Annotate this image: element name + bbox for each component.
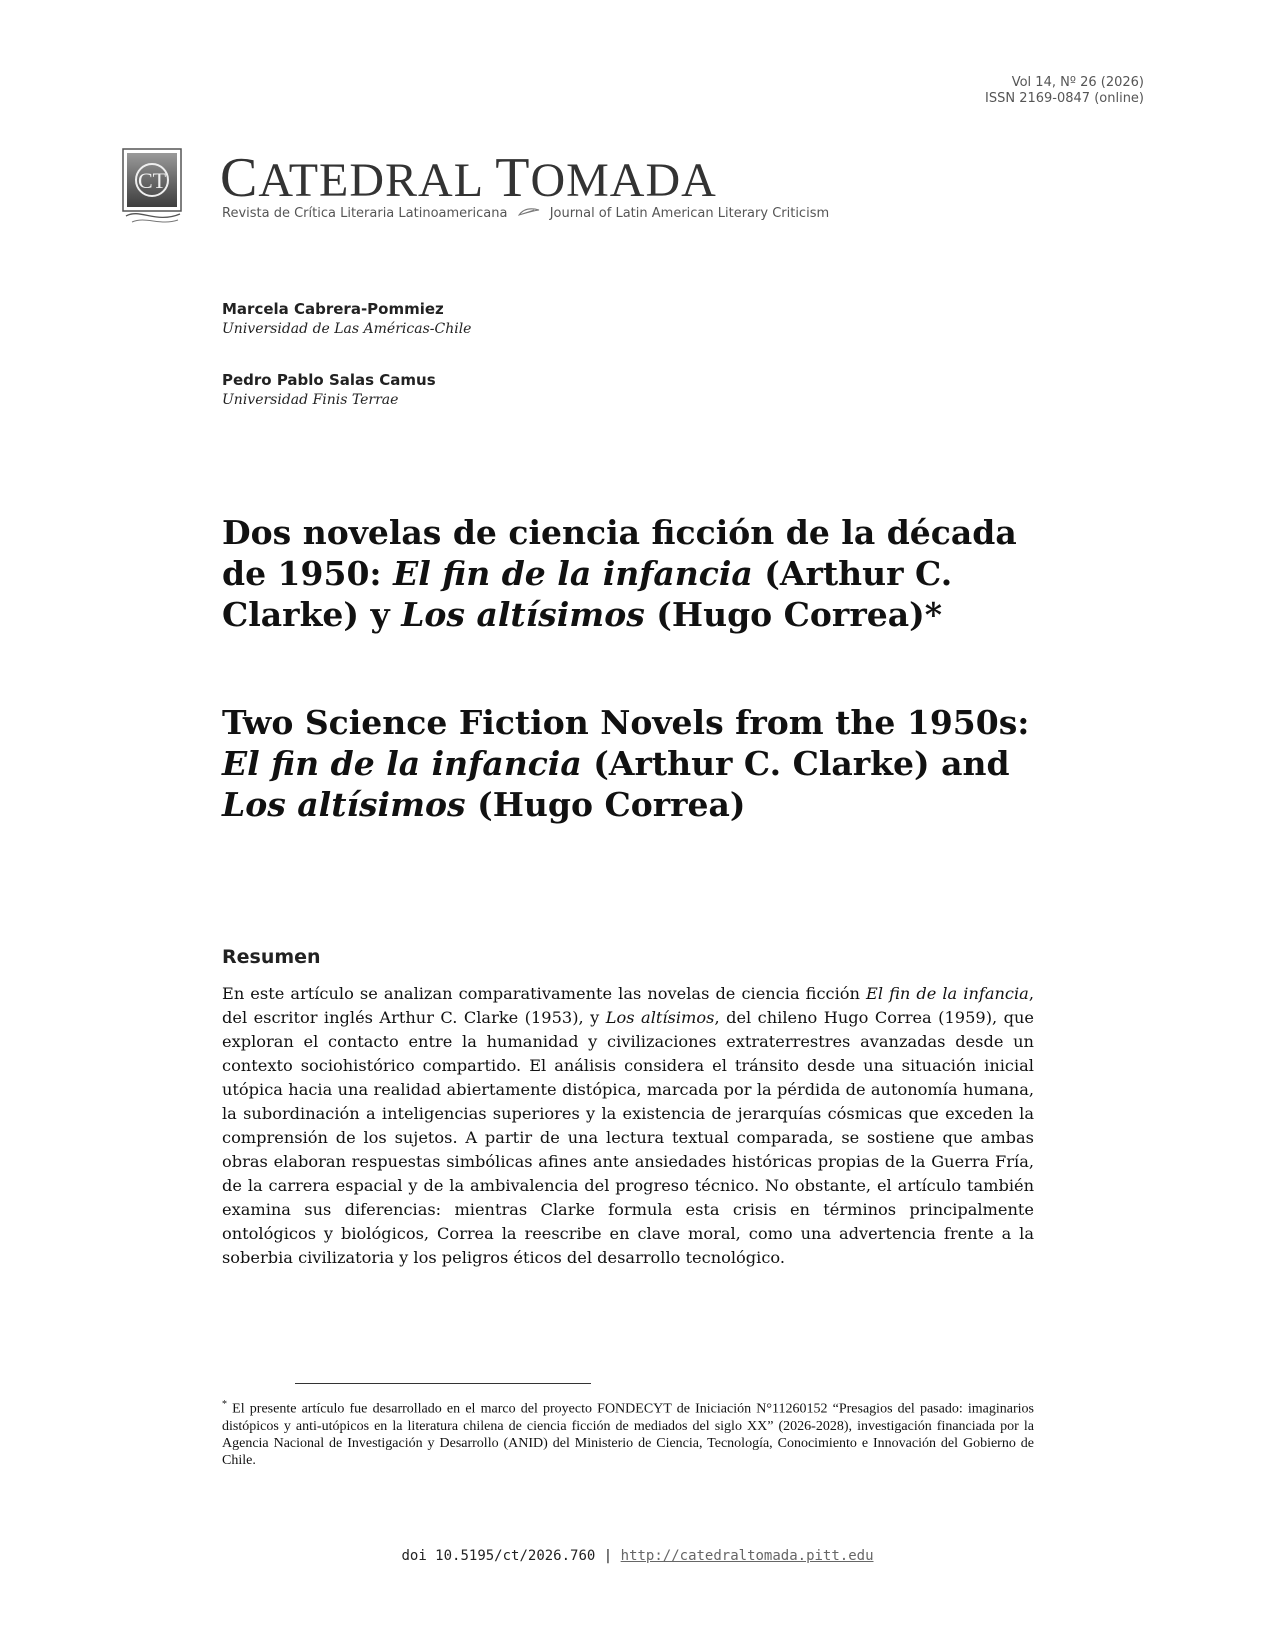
title-es-text-3: (Hugo Correa)* [644,595,942,634]
logo-letters: CT [137,168,167,193]
journal-url-link[interactable]: http://catedraltomada.pitt.edu [620,1548,874,1564]
journal-subtitle-en: Journal of Latin American Literary Criticism [549,206,830,221]
title-es-text-2: (Arthur C. Clarke) y [222,554,953,634]
abstract-book-2: Los altísimos [605,1008,715,1027]
article-title-es [222,512,1052,635]
doi-text: doi 10.5195/ct/2026.760 [401,1548,596,1564]
journal-title [220,147,717,209]
abstract-heading: Resumen [222,946,321,968]
issue-info [985,75,1144,107]
abstract-text-1: En este artículo se analizan comparativamente las novelas de ciencia ficción [222,984,867,1003]
title-es-book-2: Los altísimos [401,595,645,634]
journal-logo [122,148,184,224]
quill-icon [518,206,540,221]
journal-subtitle [222,206,829,221]
title-en-book-1: El fin de la infancia [222,744,582,783]
author-affiliation-1: Universidad de Las Américas-Chile [222,321,472,337]
title-es-book-1: El fin de la infancia [393,554,753,593]
journal-title-initial-1: C [220,147,259,209]
journal-title-word-1: ATEDRAL [258,154,483,207]
author-name-1: Marcela Cabrera-Pommiez [222,300,444,318]
abstract-text-2: , del escritor inglés Arthur C. Clarke (1953), y [222,984,1034,1027]
title-en-text-2: (Arthur C. Clarke) and [581,744,1010,783]
article-title-en [222,702,1052,825]
volume-number: Vol 14, Nº 26 (2026) [1011,75,1144,90]
author-name-2: Pedro Pablo Salas Camus [222,371,436,389]
abstract-text-3: , del chileno Hugo Correa (1959), que exploran el contacto entre la humanidad y civilizaciones extraterrestres avanzadas desde un contexto sociohistórico compartido. El análisis considera el tránsito desde una situación inicial utópica hacia una realidad abiertamente distópica, marcada por la pérdida de autonomía humana, la subordinación a inteligencias superiores y la existencia de jerarquías cósmicas que exceden la comprensión de los sujetos. A partir de una lectura textual comparada, se sostiene que ambas obras elaboran respuestas simbólicas afines ante ansiedades históricas propias de la Guerra Fría, de la carrera espacial y de la ambivalencia del progreso técnico. No obstante, el artículo también examina sus diferencias: mientras Clarke formula esta crisis en términos principalmente ontológicos y biológicos, Correa la reescribe en clave moral, como una advertencia frente a la soberbia civilizatoria y los peligros éticos del desarrollo tecnológico. [222,1008,1035,1267]
abstract-body [222,982,1034,1270]
footnote-divider [295,1383,591,1384]
logo-emblem-icon [122,148,184,226]
title-es-text-1: Dos novelas de ciencia ficción de la década de 1950: [222,513,1017,593]
title-en-book-2: Los altísimos [222,785,466,824]
abstract-book-1: El fin de la infancia [866,984,1029,1003]
journal-subtitle-es: Revista de Crítica Literaria Latinoamericana [222,206,508,221]
footnote-marker: * [222,1399,227,1410]
footer-separator: | [595,1548,621,1564]
journal-title-initial-2: T [495,147,531,209]
issn: ISSN 2169-0847 (online) [985,91,1144,106]
journal-title-word-2: OMADA [530,154,717,207]
title-en-text-1: Two Science Fiction Novels from the 1950s: [222,703,1030,742]
author-affiliation-2: Universidad Finis Terrae [222,392,399,408]
footnote [222,1396,1034,1469]
footnote-text: El presente artículo fue desarrollado en el marco del proyecto FONDECYT de Iniciación N°11260152 “Presagios del pasado: imaginarios distópicos y anti-utópicos en la literatura chilena de ciencia ficción de mediados del siglo XX” (2026-2028), investigación financiada por la Agencia Nacional de Investigación y Desarrollo (ANID) del Ministerio de Ciencia, Tecnología, Conocimiento e Innovación del Gobierno de Chile. [222,1401,1034,1468]
title-en-text-3: (Hugo Correa) [465,785,746,824]
page-footer [0,1548,1275,1564]
